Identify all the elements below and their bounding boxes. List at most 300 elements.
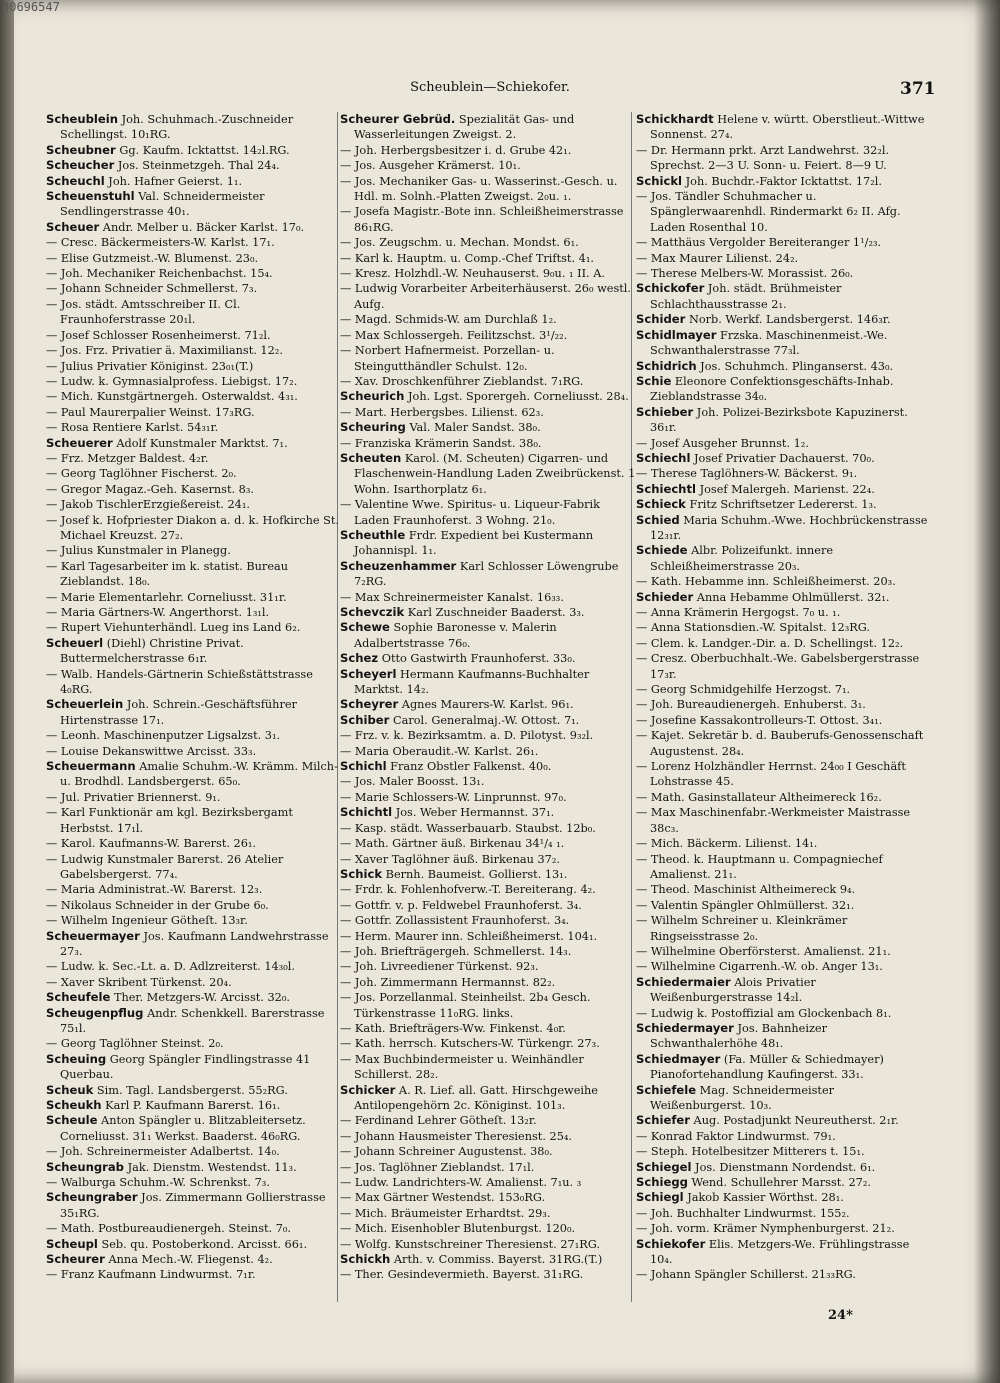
directory-entry	[46, 636, 342, 667]
directory-entry	[340, 790, 636, 805]
entry-details: Josef Malergeh. Marienst. 22₄.	[699, 482, 875, 496]
entry-details: — Mich. Eisenhobler Blutenburgst. 120₀.	[340, 1222, 576, 1236]
entry-details: — Jos. Frz. Privatier ä. Maximilianst. 12₂.	[46, 344, 283, 358]
entry-surname: Scheuthle	[340, 527, 406, 542]
directory-entry	[636, 590, 932, 605]
entry-details: — Frz. Metzger Baldest. 4₂r.	[46, 451, 209, 465]
entry-surname: Scheufele	[46, 990, 111, 1005]
directory-entry	[46, 1190, 342, 1221]
entry-details: — Ludwig k. Postoffizial am Glockenbach 8₁.	[636, 1006, 892, 1020]
entry-details: — Marie Schlossers-W. Linprunnst. 97₀.	[340, 790, 567, 804]
entry-details: — Josefine Kassakontrolleurs-T. Ottost. 3₄₁.	[636, 713, 883, 727]
directory-entry	[46, 466, 342, 481]
directory-entry	[340, 990, 636, 1021]
entry-surname: Scheupl	[46, 1236, 98, 1251]
directory-entry	[636, 682, 932, 697]
entry-details: — Jos. Ausgeher Krämerst. 10₁.	[340, 159, 521, 173]
directory-entry	[340, 667, 636, 698]
entry-details: Carol. Generalmaj.-W. Ottost. 7₁.	[392, 713, 580, 727]
entry-details: — Johann Hausmeister Theresienst. 25₄.	[340, 1129, 573, 1143]
entry-details: — Georg Schmidgehilfe Herzogst. 7₁.	[636, 683, 851, 697]
entry-surname: Schiechl	[636, 450, 691, 465]
directory-entry	[46, 882, 342, 897]
entry-surname: Schiekofer	[636, 1236, 706, 1251]
entry-details: Spezialität Gas- und Wasserleitungen Zweigst. 2.	[354, 113, 575, 142]
entry-details: — Jos. Taglöhner Zieblandst. 17₁l.	[340, 1160, 535, 1174]
entry-details: — Matthäus Vergolder Bereiteranger 1¹/₂₃.	[636, 236, 882, 250]
directory-entry	[636, 543, 932, 574]
entry-details: Jos. Dienstmann Nordendst. 6₁.	[695, 1160, 876, 1174]
entry-details: — Joh. Buchhalter Lindwurmst. 155₂.	[636, 1206, 850, 1220]
directory-entry	[636, 975, 932, 1006]
entry-details: — Karol. Kaufmanns-W. Barerst. 26₁.	[46, 837, 257, 851]
directory-entry	[46, 266, 342, 281]
directory-entry	[636, 1144, 932, 1159]
entry-details: — Therese Taglöhners-W. Bäckerst. 9₁.	[636, 467, 858, 481]
entry-details: — Jos. Zeugschm. u. Mechan. Mondst. 6₁.	[340, 236, 579, 250]
entry-details: — Wilhelm Ingenieur Götheſt. 13₃r.	[46, 914, 248, 928]
entry-surname: Scheyerl	[340, 666, 397, 681]
directory-entry	[46, 374, 342, 389]
entry-details: — Jos. Mechaniker Gas- u. Wasserinst.-Gesch. u. Hdl. m. Solnh.-Platten Zweigst. 2₀u. ₁.	[340, 174, 618, 204]
entry-details: Franz Obstler Falkenst. 40₀.	[390, 760, 552, 774]
entry-details: Adolf Kunstmaler Marktst. 7₁.	[116, 436, 288, 450]
entry-details: Arth. v. Commiss. Bayerst. 31RG.(T.)	[393, 1253, 603, 1267]
directory-entry	[340, 143, 636, 158]
entry-surname: Scheuer	[46, 219, 100, 234]
directory-entry	[46, 343, 342, 358]
directory-entry	[340, 112, 636, 143]
entry-details: Andr. Schenkkell. Barerstrasse 75₁l.	[60, 1006, 325, 1035]
entry-surname: Schickofer	[636, 281, 705, 296]
directory-entry	[340, 913, 636, 928]
entry-details: — Maria Administrat.-W. Barerst. 12₃.	[46, 883, 263, 897]
directory-entry	[636, 574, 932, 589]
entry-surname: Schiede	[636, 543, 688, 558]
entry-details: — Mich. Kunstgärtnergeh. Osterwaldst. 4₃₁.	[46, 390, 298, 404]
directory-entry	[636, 143, 932, 174]
entry-surname: Schiegg	[636, 1175, 688, 1190]
entry-details: — Franz Kaufmann Lindwurmst. 7₁r.	[46, 1268, 256, 1282]
directory-entry	[636, 1237, 932, 1268]
entry-details: Jos. Weber Hermannst. 37₁.	[395, 806, 555, 820]
entry-details: Aug. Postadjunkt Neureutherst. 2₁r.	[693, 1114, 899, 1128]
directory-entry	[636, 959, 932, 974]
entry-details: — Clem. k. Landger.-Dir. a. D. Schellingst. 12₂.	[636, 636, 904, 650]
directory-entry	[340, 451, 636, 497]
entry-details: — Ludw. k. Sec.-Lt. a. D. Adlzreiterst. 14₃₀l.	[46, 960, 296, 974]
entry-details: Georg Spängler Findlingstrasse 41 Querbau.	[60, 1052, 311, 1082]
directory-entry	[46, 1052, 342, 1083]
entry-surname: Schieder	[636, 589, 694, 604]
directory-entry	[636, 605, 932, 620]
directory-entry	[636, 944, 932, 959]
directory-entry	[46, 189, 342, 220]
entry-details: Fritz Schriftsetzer Ledererst. 1₃.	[689, 498, 877, 512]
entry-details: — Mich. Bäckerm. Lilienst. 14₁.	[636, 837, 818, 851]
directory-entry	[636, 1175, 932, 1190]
column-middle	[340, 112, 636, 1283]
directory-entry	[340, 281, 636, 312]
directory-entry	[46, 836, 342, 851]
entry-surname: Scheugenpflug	[46, 1005, 144, 1020]
directory-entry	[340, 728, 636, 743]
entry-details: Anna Hebamme Ohlmüllerst. 32₁.	[696, 590, 890, 604]
directory-entry	[46, 251, 342, 266]
entry-details: — Johann Spängler Schillerst. 21₃₃RG.	[636, 1268, 856, 1282]
entry-surname: Scheurer	[46, 1252, 105, 1267]
entry-details: Joh. Schuhmach.-Zuschneider Schellingst. 10₁RG.	[60, 113, 294, 142]
entry-details: Karl Zuschneider Baaderst. 3₃.	[407, 606, 585, 619]
directory-entry	[636, 189, 932, 235]
entry-details: — Joh. Livreediener Türkenst. 92₃.	[340, 960, 539, 974]
entry-surname: Schickhardt	[636, 112, 714, 126]
entry-details: Josef Privatier Dachauerst. 70₀.	[694, 451, 875, 465]
entry-details: — Joh. Briefträgergeh. Schmellerst. 14₃.	[340, 944, 572, 958]
entry-surname: Schez	[340, 651, 379, 666]
entry-details: — Kajet. Sekretär b. d. Bauberufs-Genossenschaft Augustenst. 28₄.	[636, 729, 924, 758]
directory-entry	[636, 1052, 932, 1083]
entry-surname: Schickh	[340, 1252, 391, 1267]
entry-details: — Theod. k. Hauptmann u. Compagniechef Amalienst. 21₁.	[636, 852, 883, 881]
entry-details: Gg. Kaufm. Icktattst. 14₂l.RG.	[119, 143, 290, 157]
entry-details: — Maria Oberaudit.-W. Karlst. 26₁.	[340, 744, 539, 758]
entry-surname: Scheuermayer	[46, 928, 140, 943]
entry-details: — Math. Gasinstallateur Altheimereck 16₂.	[636, 790, 882, 804]
entry-surname: Schick	[340, 866, 383, 881]
entry-details: — Gottfr. Zollassistent Fraunhoferst. 3₄.	[340, 914, 570, 928]
directory-entry	[46, 852, 342, 883]
directory-entry	[340, 374, 636, 389]
entry-details: — Franziska Krämerin Sandst. 38₀.	[340, 436, 542, 450]
entry-surname: Scheuerl	[46, 635, 104, 650]
entry-details: — Josefa Magistr.-Bote inn. Schleißheimerstrasse 86₁RG.	[340, 205, 624, 234]
directory-entry	[46, 482, 342, 497]
directory-entry	[636, 620, 932, 635]
entry-details: — Frdr. k. Fohlenhofverw.-T. Bereiterang. 4₂.	[340, 883, 596, 897]
directory-entry	[636, 451, 932, 466]
directory-entry	[636, 1113, 932, 1128]
entry-surname: Schied	[636, 512, 680, 527]
entry-details: Norb. Werkf. Landsbergerst. 146₃r.	[688, 313, 891, 327]
entry-details: Jos. Steinmetzgeh. Thal 24₄.	[117, 159, 280, 173]
directory-entry	[46, 281, 342, 296]
directory-entry	[340, 1113, 636, 1128]
directory-entry	[340, 805, 636, 820]
printer-signature: 24*	[828, 1308, 853, 1323]
entry-surname: Schiefer	[636, 1113, 690, 1128]
directory-entry	[636, 405, 932, 436]
directory-entry	[340, 590, 636, 605]
entry-surname: Scheuring	[340, 420, 406, 435]
directory-entry	[46, 990, 342, 1005]
directory-entry	[340, 929, 636, 944]
directory-entry	[340, 497, 636, 528]
directory-entry	[636, 713, 932, 728]
entry-details: — Kresz. Holzhdl.-W. Neuhauserst. 9₀u. ₁ II. A.	[340, 267, 605, 281]
directory-entry	[636, 805, 932, 836]
entry-details: Frzska. Maschinenmeist.-We. Schwanthalerstrasse 77₃l.	[650, 328, 888, 358]
directory-entry	[340, 944, 636, 959]
directory-entry	[636, 1083, 932, 1114]
entry-details: — Therese Melbers-W. Morassist. 26₀.	[636, 267, 854, 281]
entry-details: Alois Privatier Weißenburgerstrasse 14₂l.	[650, 975, 816, 1005]
entry-surname: Schiegel	[636, 1159, 692, 1174]
entry-details: — Xaver Skribent Türkenst. 20₄.	[46, 975, 232, 989]
entry-details: Joh. Schrein.-Geschäftsführer Hirtenstrasse 17₁.	[60, 698, 297, 727]
entry-details: Jos. Zimmermann Gollierstrasse 35₁RG.	[60, 1191, 326, 1220]
entry-details: — Joh. Mechaniker Reichenbachst. 15₄.	[46, 267, 273, 281]
entry-details: — Theod. Maschinist Altheimereck 9₄.	[636, 883, 856, 897]
entry-surname: Scheuk	[46, 1082, 94, 1097]
entry-details: Anton Spängler u. Blitzableitersetz. Corneliusst. 31₁ Werkst. Baaderst. 46₀RG.	[60, 1114, 306, 1143]
directory-entry	[46, 420, 342, 435]
directory-entry	[340, 975, 636, 990]
entry-details: — Math. Gärtner äuß. Birkenau 34¹/₄ ₁.	[340, 837, 565, 851]
entry-details: — Rupert Viehunterhändl. Lueg ins Land 6₂.	[46, 621, 301, 635]
entry-details: — Herm. Maurer inn. Schleißheimerst. 104₁.	[340, 929, 598, 943]
entry-details: — Kasp. städt. Wasserbauarb. Staubst. 12b₀.	[340, 821, 596, 835]
entry-details: Val. Maler Sandst. 38₀.	[409, 421, 541, 435]
directory-entry	[340, 867, 636, 882]
entry-surname: Schieber	[636, 404, 694, 419]
directory-entry	[340, 343, 636, 374]
directory-entry	[340, 1237, 636, 1252]
entry-surname: Schiedmayer	[636, 1051, 721, 1066]
entry-details: — Gottfr. v. p. Feldwebel Fraunhoferst. 3₄.	[340, 898, 582, 912]
entry-details: (Diehl) Christine Privat. Buttermelcherstrasse 6₁r.	[60, 636, 244, 666]
entry-details: Amalie Schuhm.-W. Krämm. Milch- u. Brodhdl. Landsbergerst. 65₀.	[60, 760, 338, 789]
entry-details: — Karl k. Hauptm. u. Comp.-Chef Triftst. 4₁.	[340, 251, 594, 265]
directory-entry	[340, 436, 636, 451]
entry-details: Mag. Schneidermeister Weißenburgerst. 10₃.	[650, 1083, 835, 1112]
directory-entry	[636, 174, 932, 189]
entry-surname: Schiedermayer	[636, 1020, 734, 1035]
entry-surname: Scheuerlein	[46, 697, 124, 712]
page-edge-shadow	[974, 0, 1000, 1383]
entry-details: — Julius Privatier Königinst. 23₀₁(T.)	[46, 359, 254, 373]
entry-details: Joh. Hafner Geierst. 1₁.	[108, 174, 243, 188]
directory-entry	[636, 1129, 932, 1144]
directory-entry	[46, 667, 342, 698]
entry-details: Otto Gastwirth Fraunhoferst. 33₀.	[381, 652, 576, 666]
directory-entry	[340, 559, 636, 590]
entry-details: Jakob Kassier Wörthst. 28₁.	[687, 1191, 844, 1205]
directory-entry	[46, 975, 342, 990]
entry-details: Helene v. württ. Oberstlieut.-Wittwe Sonnenst. 27₄.	[650, 113, 925, 142]
entry-details: — Anna Stationsdien.-W. Spitalst. 12₃RG.	[636, 621, 870, 635]
entry-surname: Scheuzenhammer	[340, 558, 457, 573]
page-number: 371	[900, 79, 936, 99]
directory-entry	[46, 605, 342, 620]
entry-details: Joh. Buchdr.-Faktor Icktattst. 17₂l.	[685, 174, 882, 188]
entry-details: Ther. Metzgers-W. Arcisst. 32₀.	[113, 991, 290, 1005]
entry-details: Sim. Tagl. Landsbergerst. 55₂RG.	[96, 1083, 288, 1097]
entry-details: — Steph. Hotelbesitzer Mitterers t. 15₁.	[636, 1145, 865, 1159]
column-left	[46, 112, 342, 1283]
directory-entry	[340, 774, 636, 789]
directory-entry	[340, 1129, 636, 1144]
entry-details: — Frz. v. k. Bezirksamtm. a. D. Pilotyst. 9₃₂l.	[340, 729, 594, 743]
entry-details: — Josef Ausgeher Brunnst. 1₂.	[636, 436, 809, 450]
entry-surname: Schiegl	[636, 1190, 684, 1205]
entry-details: — Lorenz Holzhändler Herrnst. 24₀₀ I Geschäft Lohstrasse 45.	[636, 760, 906, 789]
entry-details: — Wilhelm Schreiner u. Kleinkrämer Ringseisstrasse 2₀.	[636, 914, 848, 943]
directory-entry	[340, 1083, 636, 1114]
entry-details: — Kath. Briefträgers-Ww. Finkenst. 4₀r.	[340, 1021, 566, 1035]
directory-entry	[46, 959, 342, 974]
entry-details: — Walb. Handels-Gärtnerin Schießstättstrasse 4₀RG.	[46, 667, 313, 697]
directory-entry	[46, 929, 342, 960]
directory-entry	[340, 1021, 636, 1036]
entry-details: — Norbert Hafnermeist. Porzellan- u. Steingutthändler Schulst. 12₀.	[340, 344, 555, 373]
directory-entry	[46, 359, 342, 374]
entry-details: — Paul Maurerpalier Weinst. 17₃RG.	[46, 405, 255, 419]
directory-entry	[46, 543, 342, 558]
directory-entry	[340, 651, 636, 666]
directory-entry	[636, 1206, 932, 1221]
directory-entry	[636, 328, 932, 359]
entry-details: — Joh. Zimmermann Hermannst. 82₂.	[340, 975, 556, 989]
entry-details: Karl Schlosser Löwengrube 7₂RG.	[354, 559, 619, 589]
entry-details: — Math. Postbureaudienergeh. Steinst. 7₀.	[46, 1222, 292, 1236]
entry-details: — Max Maschinenfabr.-Werkmeister Maistrasse 38c₃.	[636, 806, 911, 835]
directory-entry	[636, 697, 932, 712]
entry-surname: Scheuenstuhl	[46, 189, 135, 204]
entry-details: Joh. städt. Brühmeister Schlachthausstrasse 2₁.	[650, 282, 842, 311]
entry-details: — Konrad Faktor Lindwurmst. 79₁.	[636, 1129, 836, 1143]
directory-entry	[636, 235, 932, 250]
entry-details: — Louise Dekanswittwe Arcisst. 33₃.	[46, 744, 257, 758]
directory-entry	[46, 158, 342, 173]
entry-details: — Kath. herrsch. Kutschers-W. Türkengr. 27₃.	[340, 1037, 600, 1051]
entry-details: Jos. Kaufmann Landwehrstrasse 27₃.	[60, 929, 329, 958]
directory-entry	[340, 312, 636, 327]
entry-details: — Elise Gutzmeist.-W. Blumenst. 23₀.	[46, 251, 259, 265]
directory-entry	[340, 821, 636, 836]
directory-entry	[340, 759, 636, 774]
entry-details: — Joh. Herbergsbesitzer i. d. Grube 42₁.	[340, 143, 572, 157]
directory-entry	[636, 1006, 932, 1021]
book-spine	[0, 0, 14, 1383]
entry-surname: Scheuerer	[46, 435, 113, 450]
directory-entry	[46, 898, 342, 913]
directory-entry	[46, 451, 342, 466]
entry-details: Jos. Bahnheizer Schwanthalerhöhe 48₁.	[650, 1021, 827, 1051]
entry-surname: Scheungraber	[46, 1190, 138, 1205]
directory-entry	[340, 204, 636, 235]
entry-surname: Scheurich	[340, 389, 405, 404]
directory-entry	[340, 251, 636, 266]
entry-details: — Max Gärtner Westendst. 153₀RG.	[340, 1191, 546, 1205]
entry-surname: Schiefele	[636, 1082, 697, 1097]
entry-details: — Josef k. Hofpriester Diakon a. d. k. Hofkirche St. Michael Kreuzst. 27₂.	[46, 513, 339, 542]
entry-details: Sophie Baronesse v. Malerin Adalbertstrasse 76₀.	[354, 621, 557, 650]
directory-entry	[46, 112, 342, 143]
entry-details: — Wolfg. Kunstschreiner Theresienst. 27₁RG.	[340, 1237, 600, 1251]
entry-details: — Gregor Magaz.-Geh. Kasernst. 8₃.	[46, 482, 254, 496]
entry-details: — Cresc. Bäckermeisters-W. Karlst. 17₁.	[46, 236, 275, 250]
directory-entry	[46, 1221, 342, 1236]
entry-details: — Leonh. Maschinenputzer Ligsalzst. 3₁.	[46, 729, 281, 743]
directory-entry	[46, 389, 342, 404]
directory-entry	[340, 882, 636, 897]
directory-entry	[340, 389, 636, 404]
directory-entry	[46, 590, 342, 605]
entry-surname: Schiechtl	[636, 481, 696, 496]
entry-surname: Scheyrer	[340, 697, 399, 712]
directory-entry	[636, 759, 932, 790]
entry-details: Bernh. Baumeist. Gollierst. 13₁.	[385, 867, 568, 881]
entry-details: — Karl Funktionär am kgl. Bezirksbergamt Herbstst. 17₁l.	[46, 806, 293, 835]
entry-details: — Rosa Rentiere Karlst. 54₃₁r.	[46, 421, 219, 435]
directory-entry	[46, 697, 342, 728]
directory-entry	[46, 1160, 342, 1175]
directory-entry	[46, 559, 342, 590]
entry-surname: Schider	[636, 312, 686, 327]
entry-surname: Scheuermann	[46, 759, 136, 774]
entry-surname: Schiber	[340, 712, 390, 727]
entry-details: Hermann Kaufmanns-Buchhalter Marktst. 14₂.	[354, 667, 590, 697]
directory-entry	[636, 882, 932, 897]
entry-details: — Maria Gärtners-W. Angerthorst. 1₃₁l.	[46, 606, 270, 619]
entry-surname: Scheucher	[46, 158, 115, 173]
entry-details: — Jos. Porzellanmal. Steinheilst. 2b₄ Gesch. Türkenstrasse 11₀RG. links.	[340, 991, 591, 1020]
directory-entry	[636, 266, 932, 281]
directory-entry	[340, 405, 636, 420]
directory-entry	[46, 728, 342, 743]
entry-details: — Johann Schreiner Augustenst. 38₀.	[340, 1145, 553, 1159]
directory-entry	[46, 1083, 342, 1098]
directory-entry	[340, 1221, 636, 1236]
directory-entry	[636, 636, 932, 651]
directory-entry	[340, 713, 636, 728]
entry-details: — Max Schlossergeh. Feilitzschst. 3¹/₂₂.	[340, 328, 568, 342]
directory-entry	[340, 528, 636, 559]
directory-entry	[636, 1160, 932, 1175]
directory-entry	[46, 1267, 342, 1282]
entry-details: — Ferdinand Lehrer Götheſt. 13₂r.	[340, 1114, 537, 1128]
entry-surname: Schewe	[340, 620, 390, 635]
entry-details: — Xav. Droschkenführer Zieblandst. 7₁RG.	[340, 374, 584, 388]
directory-entry	[636, 1267, 932, 1282]
directory-entry	[340, 1144, 636, 1159]
entry-details: Eleonore Confektionsgeschäfts-Inhab. Zieblandstrasse 34₀.	[650, 374, 894, 404]
entry-details: — Kath. Hebamme inn. Schleißheimerst. 20₃.	[636, 575, 896, 589]
entry-details: — Jos. Tändler Schuhmacher u. Spänglerwaarenhdl. Rindermarkt 6₂ II. Afg. Laden Rosenthal 10.	[636, 190, 901, 234]
entry-surname: Schie	[636, 373, 672, 388]
directory-entry	[340, 1252, 636, 1267]
directory-entry	[46, 1237, 342, 1252]
directory-entry	[46, 790, 342, 805]
directory-entry	[340, 1160, 636, 1175]
entry-details: — Joh. vorm. Krämer Nymphenburgerst. 21₂.	[636, 1222, 895, 1236]
directory-entry	[340, 697, 636, 712]
entry-details: Anna Mech.-W. Fliegenst. 4₂.	[108, 1253, 273, 1267]
directory-entry	[636, 651, 932, 682]
directory-entry	[340, 1206, 636, 1221]
entry-details: — Jul. Privatier Briennerst. 9₁.	[46, 790, 221, 804]
directory-entry	[340, 620, 636, 651]
entry-surname: Schichl	[340, 759, 387, 774]
directory-entry	[46, 620, 342, 635]
entry-details: Karol. (M. Scheuten) Cigarren- und Flaschenwein-Handlung Laden Zweibrückenst. 1 Wohn. Isarthorplatz 6₁.	[354, 451, 636, 496]
directory-entry	[636, 1190, 932, 1205]
entry-details: — Dr. Hermann prkt. Arzt Landwehrst. 32₂l. Sprechst. 2—3 U. Sonn- u. Feiert. 8—9 U.	[636, 143, 890, 173]
directory-entry	[46, 220, 342, 235]
entry-details: — Cresz. Oberbuchhalt.-We. Gabelsbergerstrasse 17₃r.	[636, 652, 920, 681]
directory-entry	[636, 836, 932, 851]
